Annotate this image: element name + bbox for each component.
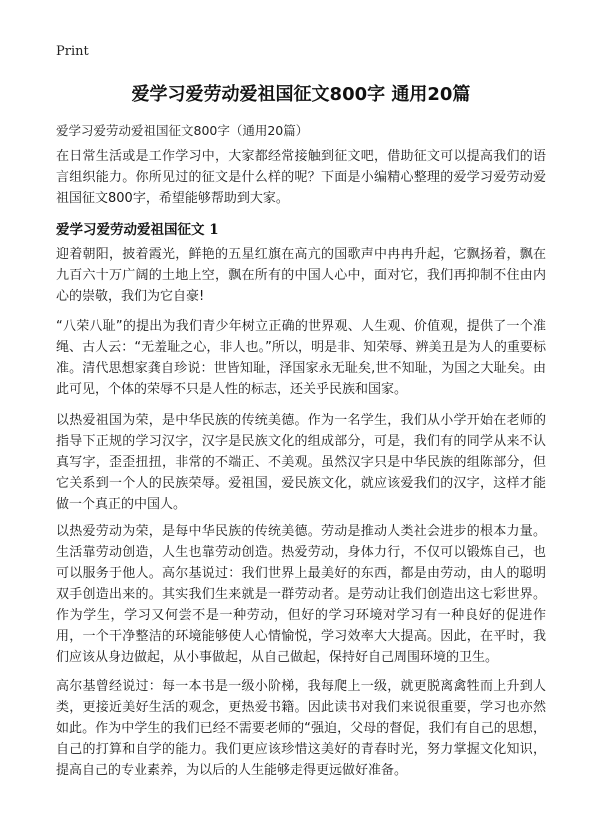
body-paragraph-3: 以热爱祖国为荣，是中华民族的传统美德。作为一名学生，我们从小学开始在老师的指导下正规的学习汉字，汉字是民族文化的组成部分，可是，我们有的同学从来不认真写字，歪歪扭扭，非常的不端正、不美观。虽然汉字只是中华民族的组陈部分，但它关系到一个人的民族荣辱。爱祖国，爱民族文化，就应该爱我们的汉字，这样才能做一个真正的中国人。 [56,413,546,512]
body-paragraph-5: 高尔基曾经说过：每一本书是一级小阶梯，我每爬上一级，就更脱离禽牲而上升到人类，更接近美好生活的观念，更热爱书籍。因此读书对我们来说很重要，学习也亦然如此。作为中学生的我们已经不需要老师的“强迫，父母的督促，我们有自己的思想，自己的打算和自学的能力。我们更应该珍惜这美好的青春时光，努力掌握文化知识，提高自己的专业素养，为以后的人生能够走得更远做好准备。 [56,679,546,778]
intro-paragraph: 在日常生活或是工作学习中，大家都经常接触到征文吧，借助征文可以提高我们的语言组织能力。你所见过的征文是什么样的呢？下面是小编精心整理的爱学习爱劳动爱祖国征文800字，希望能够帮助到大家。 [56,149,546,206]
page-title: 爱学习爱劳动爱祖国征文800字 通用20篇 [131,84,471,105]
section-heading: 爱学习爱劳动爱祖国征文 1 [56,222,219,238]
print-link[interactable]: Print [56,44,89,59]
body-paragraph-2: “八荣八耻”的提出为我们青少年树立正确的世界观、人生观、价值观，提供了一个准绳、古人云：“无羞耻之心，非人也。”所以，明是非、知荣辱、辨美丑是为人的重要标准。清代思想家龚自珍说：世皆知耻，泽国家永无耻矣,世不知耻，为国之大耻矣。由此可见，个体的荣辱不只是人性的标志，还关乎民族和国家。 [56,319,546,397]
page-subtitle: 爱学习爱劳动爱祖国征文800字（通用20篇） [56,123,309,138]
body-paragraph-4: 以热爱劳动为荣，是每中华民族的传统美德。劳动是推动人类社会进步的根本力量。生活靠劳动创造，人生也靠劳动创造。热爱劳动，身体力行，不仅可以锻炼自己，也可以服务于他人。高尔基说过：我们世界上最美好的东西，都是由劳动，由人的聪明双手创造出来的。其实我们生来就是一群劳动者。是劳动让我们创造出这七彩世界。作为学生，学习又何尝不是一种劳动，但好的学习环境对学习有一种良好的促进作用，一个干净整洁的环境能够使人心情愉悦，学习效率大大提高。因此，在平时，我们应该从身边做起，从小事做起，从自己做起，保持好自己周围环境的卫生。 [56,524,546,665]
body-paragraph-1: 迎着朝阳，披着霞光，鲜艳的五星红旗在高亢的国歌声中冉冉升起，它飘扬着，飘在九百六十万广阔的土地上空，飘在所有的中国人心中，面对它，我们再抑制不住由内心的崇敬，我们为它自豪! [56,247,546,304]
